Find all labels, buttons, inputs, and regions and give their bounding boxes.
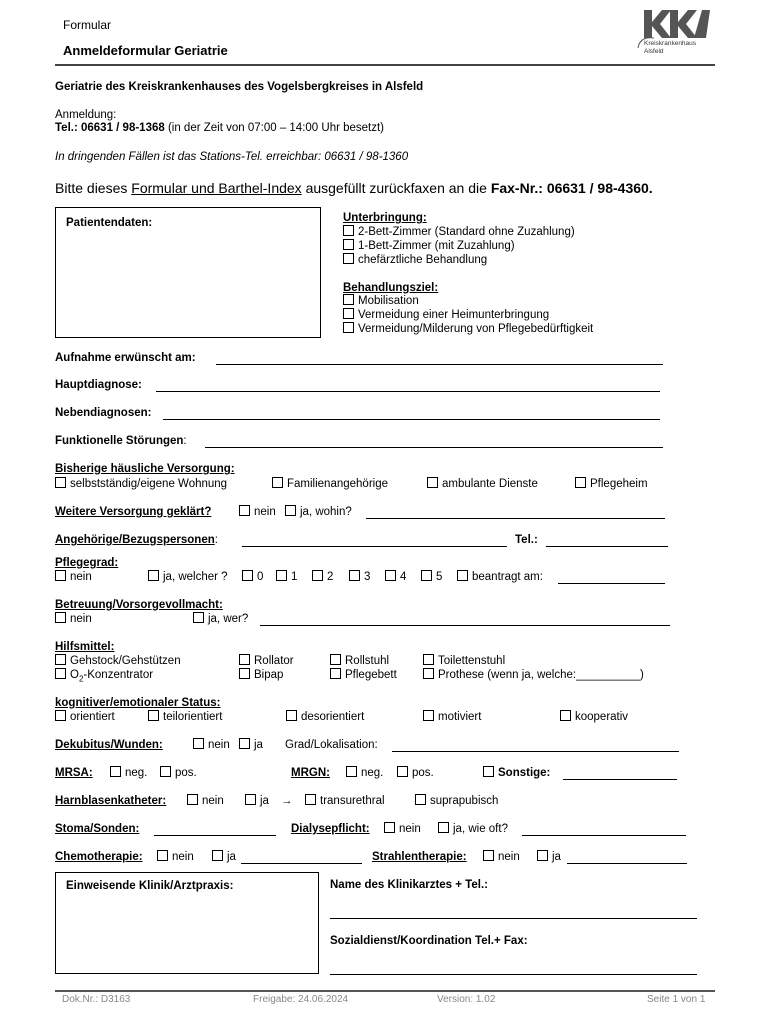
status-label: kognitiver/emotionaler Status:	[55, 697, 221, 709]
option-label: ja, wer?	[208, 613, 249, 625]
option-label: Pflegebett	[345, 669, 397, 681]
pflegegrad-0[interactable]	[242, 570, 263, 584]
hilfsmittel-pflegebett[interactable]	[330, 668, 397, 682]
behandlungsziel-option-3[interactable]	[343, 322, 593, 336]
checkbox[interactable]	[239, 654, 250, 665]
pflegegrad-nein[interactable]	[55, 570, 92, 584]
checkbox[interactable]	[537, 850, 548, 861]
option-label: Pflegeheim	[590, 478, 648, 490]
status-orientiert[interactable]	[55, 710, 115, 724]
logo-subtitle-2: Alsfeld	[644, 48, 664, 55]
hilfsmittel-toilettenstuhl[interactable]	[423, 654, 505, 668]
mrgn-pos[interactable]	[397, 766, 434, 780]
checkbox[interactable]	[285, 505, 296, 516]
mrsa-neg[interactable]	[110, 766, 147, 780]
checkbox[interactable]	[423, 710, 434, 721]
angehoerige-label	[55, 533, 218, 547]
checkbox[interactable]	[286, 710, 297, 721]
stoma-label: Stoma/Sonden:	[55, 823, 140, 835]
mrgn-label: MRGN:	[291, 767, 330, 779]
checkbox[interactable]	[239, 668, 250, 679]
klinikarzt-field[interactable]	[330, 918, 697, 919]
hilfsmittel-bipap[interactable]	[239, 668, 283, 682]
option-label: motiviert	[438, 711, 482, 723]
dialyse-field[interactable]	[522, 835, 686, 836]
pflegegrad-2[interactable]	[312, 570, 333, 584]
option-label: 0	[257, 571, 264, 583]
sozialdienst-field[interactable]	[330, 974, 697, 975]
checkbox[interactable]	[242, 570, 253, 581]
mrsa-label: MRSA:	[55, 767, 93, 779]
harnblase-suprapubisch[interactable]	[415, 794, 498, 808]
funktionelle-colon: :	[183, 435, 187, 447]
pflegegrad-label: Pflegegrad:	[55, 557, 119, 569]
option-label: transurethral	[320, 795, 385, 807]
betreuung-nein[interactable]	[55, 612, 92, 626]
option-label: Vermeidung/Milderung von Pflegebedürftigkeit	[358, 323, 594, 335]
option-label: ja, wie oft?	[453, 823, 508, 835]
checkbox[interactable]	[384, 822, 395, 833]
option-label: nein	[70, 571, 92, 583]
checkbox[interactable]	[343, 239, 354, 250]
checkbox[interactable]	[305, 794, 316, 805]
weitere-ja[interactable]	[285, 505, 352, 519]
option-label: nein	[254, 506, 276, 518]
sonstige-label[interactable]	[483, 766, 550, 780]
strahlen-nein[interactable]	[483, 850, 520, 864]
checkbox[interactable]	[427, 477, 438, 488]
pflegegrad-3[interactable]	[349, 570, 370, 584]
option-label: 5	[436, 571, 443, 583]
phone-line	[55, 121, 384, 135]
checkbox[interactable]	[160, 766, 171, 777]
pflegegrad-5[interactable]	[421, 570, 442, 584]
anmeldung-label: Anmeldung:	[55, 109, 117, 121]
checkbox[interactable]	[55, 477, 66, 488]
checkbox[interactable]	[343, 322, 354, 333]
weitere-nein[interactable]	[239, 505, 276, 519]
harnblase-label: Harnblasenkatheter:	[55, 795, 167, 807]
harnblase-nein[interactable]	[187, 794, 224, 808]
behandlungsziel-option-1[interactable]	[343, 294, 419, 308]
pflegegrad-beantragt[interactable]	[457, 570, 543, 584]
footer-page: Seite 1 von 1	[647, 994, 706, 1005]
option-label: ja	[227, 851, 236, 863]
checkbox[interactable]	[415, 794, 426, 805]
checkbox[interactable]	[349, 570, 360, 581]
checkbox[interactable]	[187, 794, 198, 805]
checkbox[interactable]	[457, 570, 468, 581]
checkbox[interactable]	[423, 668, 434, 679]
weitere-label: Weitere Versorgung geklärt?	[55, 506, 212, 518]
o2-subscript: 2	[78, 674, 84, 684]
checkbox[interactable]	[421, 570, 432, 581]
option-label: Sonstige:	[498, 767, 551, 779]
mrgn-neg[interactable]	[346, 766, 383, 780]
angehoerige-tel-field[interactable]	[546, 546, 668, 547]
checkbox[interactable]	[157, 850, 168, 861]
dekubitus-label: Dekubitus/Wunden:	[55, 739, 163, 751]
option-label: Toilettenstuhl	[438, 655, 506, 667]
funktionelle-label	[55, 434, 187, 448]
fax-text-3: ausgefüllt zurückfaxen an die	[301, 180, 491, 196]
funktionelle-field[interactable]	[205, 447, 663, 448]
form-category: Formular	[63, 18, 112, 32]
strahlen-label: Strahlentherapie:	[372, 851, 467, 863]
option-label: Gehstock/Gehstützen	[70, 655, 181, 667]
dekubitus-grad-label: Grad/Lokalisation:	[285, 739, 378, 751]
einweisende-label: Einweisende Klinik/Arztpraxis:	[66, 880, 234, 892]
klinikarzt-label: Name des Klinikarztes + Tel.:	[330, 879, 488, 891]
angehoerige-tel-label: Tel.:	[515, 534, 538, 546]
checkbox[interactable]	[312, 570, 323, 581]
angehoerige-colon: :	[214, 534, 218, 546]
checkbox[interactable]	[343, 308, 354, 319]
option-label: 1	[291, 571, 298, 583]
option-label: 2-Bett-Zimmer (Standard ohne Zuzahlung)	[358, 226, 575, 238]
checkbox[interactable]	[110, 766, 121, 777]
unterbringung-label: Unterbringung:	[343, 212, 427, 224]
sozialdienst-label: Sozialdienst/Koordination Tel.+ Fax:	[330, 935, 528, 947]
versorgung-label: Bisherige häusliche Versorgung:	[55, 463, 235, 475]
dekubitus-ja[interactable]	[239, 738, 263, 752]
arrow-right-icon: →	[281, 795, 293, 807]
checkbox[interactable]	[575, 477, 586, 488]
logo-subtitle-1: Kreiskrankenhaus	[644, 40, 697, 47]
chemo-label: Chemotherapie:	[55, 851, 143, 863]
option-label: desorientiert	[301, 711, 365, 723]
pflegegrad-4[interactable]	[385, 570, 406, 584]
option-label: Prothese (wenn ja, welche:__________)	[438, 669, 644, 681]
checkbox[interactable]	[330, 654, 341, 665]
unterbringung-option-1[interactable]	[343, 225, 575, 239]
checkbox[interactable]	[483, 766, 494, 777]
nebendiagnosen-field[interactable]	[163, 419, 660, 420]
hilfsmittel-gehstock[interactable]	[55, 654, 181, 668]
checkbox[interactable]	[148, 710, 159, 721]
option-label: 4	[400, 571, 407, 583]
chemo-nein[interactable]	[157, 850, 194, 864]
option-label: ja	[260, 795, 269, 807]
option-label: chefärztliche Behandlung	[358, 254, 488, 266]
dialyse-ja[interactable]	[438, 822, 508, 836]
angehoerige-field[interactable]	[242, 546, 507, 547]
betreuung-ja[interactable]	[193, 612, 248, 626]
option-label: pos.	[412, 767, 434, 779]
checkbox[interactable]	[343, 294, 354, 305]
chemo-field[interactable]	[241, 863, 362, 864]
hilfsmittel-rollstuhl[interactable]	[330, 654, 389, 668]
option-label: ja, wohin?	[300, 506, 352, 518]
footer-freigabe: Freigabe: 24.06.2024	[253, 994, 349, 1005]
checkbox[interactable]	[239, 505, 250, 516]
hilfsmittel-label: Hilfsmittel:	[55, 641, 115, 653]
option-label: Mobilisation	[358, 295, 419, 307]
status-kooperativ[interactable]	[560, 710, 628, 724]
option-label: neg.	[361, 767, 384, 779]
option-label: nein	[208, 739, 230, 751]
checkbox[interactable]	[193, 738, 204, 749]
hauptdiagnose-field[interactable]	[156, 391, 660, 392]
option-label: beantragt am:	[472, 571, 543, 583]
unterbringung-option-2[interactable]	[343, 239, 515, 253]
option-label: nein	[202, 795, 224, 807]
hauptdiagnose-label: Hauptdiagnose:	[55, 379, 142, 391]
versorgung-option-2[interactable]	[272, 477, 388, 491]
option-label: 3	[364, 571, 371, 583]
option-label: O	[70, 669, 79, 681]
checkbox[interactable]	[272, 477, 283, 488]
checkbox[interactable]	[330, 668, 341, 679]
sonstige-field[interactable]	[563, 779, 677, 780]
versorgung-option-1[interactable]	[55, 477, 227, 491]
beantragt-field[interactable]	[558, 583, 665, 584]
checkbox[interactable]	[397, 766, 408, 777]
checkbox[interactable]	[55, 612, 66, 623]
option-label: Rollator	[254, 655, 294, 667]
behandlungsziel-label: Behandlungsziel:	[343, 282, 439, 294]
checkbox[interactable]	[55, 570, 66, 581]
option-label: 1-Bett-Zimmer (mit Zuzahlung)	[358, 240, 515, 252]
dialyse-label: Dialysepflicht:	[291, 823, 370, 835]
status-motiviert[interactable]	[423, 710, 481, 724]
checkbox[interactable]	[212, 850, 223, 861]
header-divider	[55, 64, 715, 66]
chemo-ja[interactable]	[212, 850, 236, 864]
funktionelle-text: Funktionelle Störungen	[55, 435, 184, 447]
option-label: nein	[70, 613, 92, 625]
fax-text-1: Bitte dieses	[55, 180, 132, 196]
fax-instruction	[55, 180, 653, 197]
checkbox[interactable]	[55, 668, 66, 679]
dekubitus-nein[interactable]	[193, 738, 230, 752]
option-label: Rollstuhl	[345, 655, 390, 667]
pflegegrad-ja[interactable]	[148, 570, 228, 584]
aufnahme-field[interactable]	[216, 364, 663, 365]
footer-version: Version: 1.02	[437, 994, 496, 1005]
checkbox[interactable]	[346, 766, 357, 777]
behandlungsziel-option-2[interactable]	[343, 308, 549, 322]
status-desorientiert[interactable]	[286, 710, 364, 724]
checkbox[interactable]	[193, 612, 204, 623]
checkbox[interactable]	[438, 822, 449, 833]
phone-number: Tel.: 06631 / 98-1368	[55, 122, 165, 134]
logo	[634, 8, 714, 60]
harnblase-ja[interactable]	[245, 794, 269, 808]
option-label: pos.	[175, 767, 197, 779]
pflegegrad-1[interactable]	[276, 570, 297, 584]
nebendiagnosen-label: Nebendiagnosen:	[55, 407, 152, 419]
unterbringung-option-3[interactable]	[343, 253, 487, 267]
strahlen-ja[interactable]	[537, 850, 561, 864]
checkbox[interactable]	[148, 570, 159, 581]
checkbox[interactable]	[423, 654, 434, 665]
option-label: teilorientiert	[163, 711, 223, 723]
checkbox[interactable]	[483, 850, 494, 861]
footer-doknr: Dok.Nr.: D3163	[62, 994, 131, 1005]
option-label: ja	[552, 851, 561, 863]
status-teilorientiert[interactable]	[148, 710, 222, 724]
phone-hours: (in der Zeit von 07:00 – 14:00 Uhr besetzt)	[167, 122, 385, 134]
versorgung-option-4[interactable]	[575, 477, 648, 491]
einweisende-box[interactable]	[55, 872, 319, 974]
option-label: ja, welcher ?	[163, 571, 228, 583]
option-label: kooperativ	[575, 711, 629, 723]
option-label: nein	[399, 823, 421, 835]
harnblase-transurethral[interactable]	[305, 794, 385, 808]
option-label: ja	[254, 739, 263, 751]
checkbox[interactable]	[560, 710, 571, 721]
option-label: Bipap	[254, 669, 284, 681]
checkbox[interactable]	[55, 654, 66, 665]
checkbox[interactable]	[385, 570, 396, 581]
checkbox[interactable]	[239, 738, 250, 749]
strahlen-field[interactable]	[567, 863, 687, 864]
fax-number: Fax-Nr.: 06631 / 98-4360.	[490, 180, 653, 196]
dialyse-nein[interactable]	[384, 822, 421, 836]
checkbox[interactable]	[245, 794, 256, 805]
patient-data-box[interactable]	[55, 207, 321, 338]
hilfsmittel-prothese[interactable]	[423, 668, 644, 682]
betreuung-label: Betreuung/Vorsorgevollmacht:	[55, 599, 223, 611]
option-label: neg.	[125, 767, 148, 779]
option-label: ambulante Dienste	[442, 478, 538, 490]
option-label: orientiert	[70, 711, 115, 723]
checkbox[interactable]	[343, 225, 354, 236]
checkbox[interactable]	[55, 710, 66, 721]
checkbox[interactable]	[276, 570, 287, 581]
weitere-field[interactable]	[366, 518, 665, 519]
option-label: -Konzentrator	[83, 669, 154, 681]
stoma-field[interactable]	[154, 835, 276, 836]
option-label: nein	[498, 851, 520, 863]
option-label: Familienangehörige	[287, 478, 389, 490]
hilfsmittel-rollator[interactable]	[239, 654, 294, 668]
option-label: suprapubisch	[430, 795, 499, 807]
aufnahme-label: Aufnahme erwünscht am:	[55, 352, 196, 364]
intro-heading: Geriatrie des Kreiskrankenhauses des Vogelsbergkreises in Alsfeld	[55, 81, 424, 93]
option-label: selbstständig/eigene Wohnung	[70, 478, 228, 490]
fax-text-2: Formular und Barthel-Index	[131, 180, 302, 196]
checkbox[interactable]	[343, 253, 354, 264]
hilfsmittel-o2[interactable]	[55, 668, 153, 686]
dekubitus-grad-field[interactable]	[392, 751, 679, 752]
angehoerige-text: Angehörige/Bezugspersonen	[55, 534, 215, 546]
versorgung-option-3[interactable]	[427, 477, 538, 491]
footer-divider	[55, 990, 715, 992]
urgent-note: In dringenden Fällen ist das Stations-Tel. erreichbar: 06631 / 98-1360	[55, 151, 409, 163]
option-label: Vermeidung einer Heimunterbringung	[358, 309, 550, 321]
page-title: Anmeldeformular Geriatrie	[63, 43, 228, 58]
patient-data-label: Patientendaten:	[66, 217, 153, 229]
option-label: nein	[172, 851, 194, 863]
betreuung-field[interactable]	[260, 625, 670, 626]
option-label: 2	[327, 571, 334, 583]
mrsa-pos[interactable]	[160, 766, 197, 780]
